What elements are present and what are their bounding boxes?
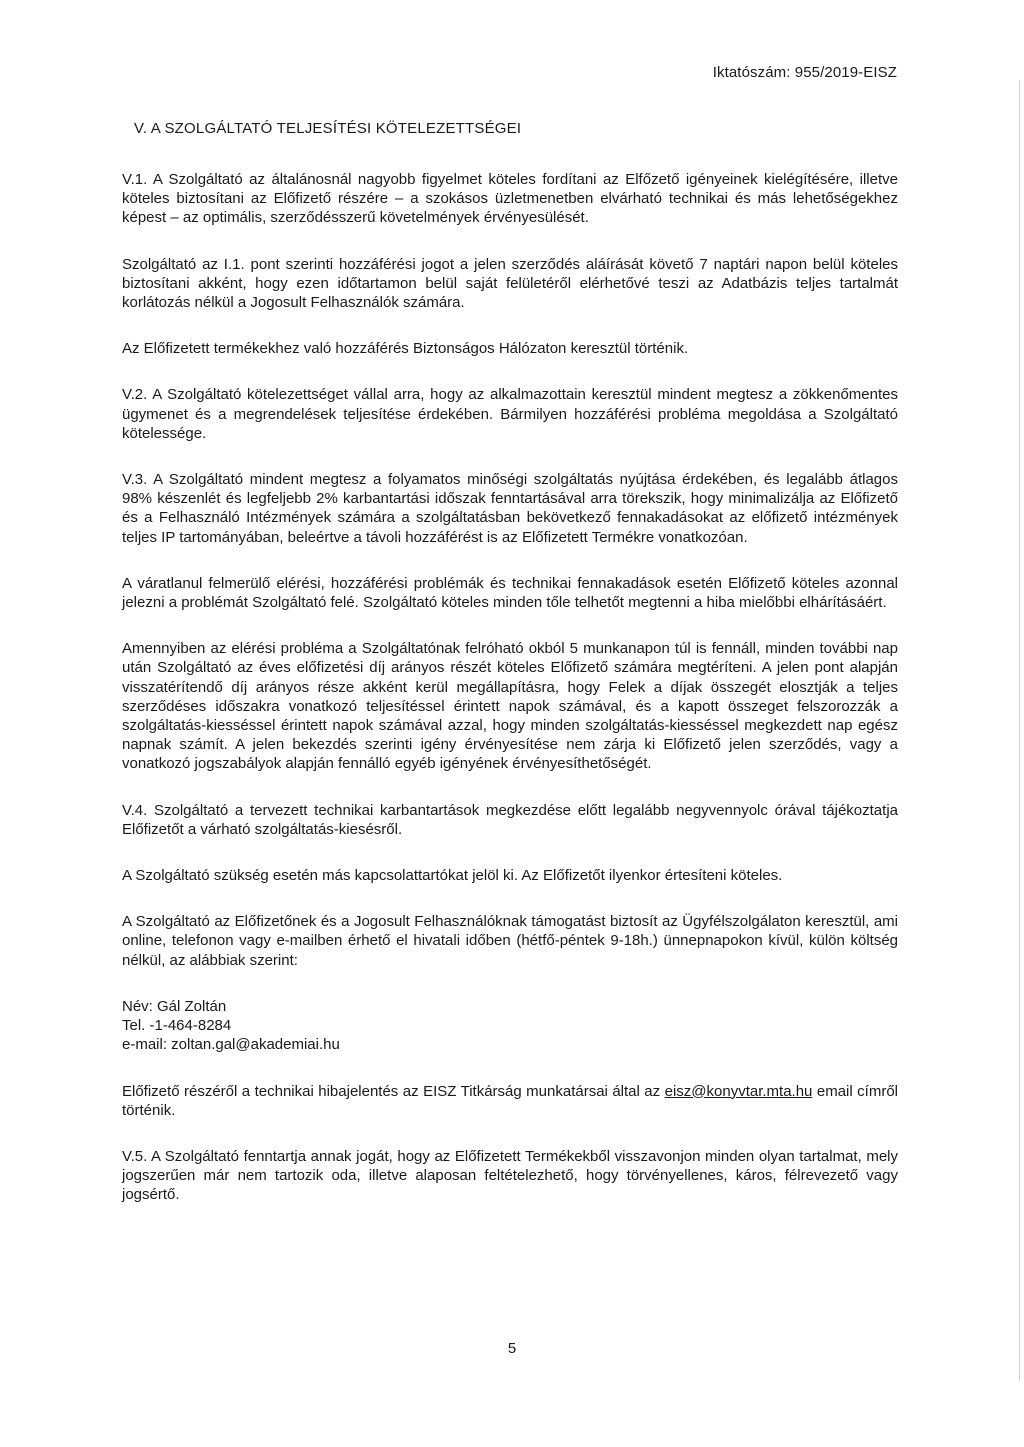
- paragraph-contacts: A Szolgáltató szükség esetén más kapcsolattartókat jelöl ki. Az Előfizetőt ilyenkor értesíteni köteles.: [122, 867, 783, 885]
- clause-label: V.5.: [122, 1147, 148, 1165]
- paragraph-text: email címről történik.: [122, 1082, 898, 1119]
- contact-name: Név: Gál Zoltán: [122, 997, 227, 1015]
- page-number: 5: [507, 1340, 517, 1357]
- paragraph-text: Előfizető részéről a technikai hibajelentés az EISZ Titkárság munkatársai által az: [122, 1082, 665, 1100]
- reference-number: Iktatószám: 955/2019-EISZ: [712, 64, 897, 81]
- paragraph-text: Szolgáltató a tervezett technikai karbantartások megkezdése előtt legalább negyvennyolc órával tájékoztatja Előfizetőt a várható szolgáltatás-kiesésről.: [122, 801, 898, 838]
- paragraph-text: A Szolgáltató mindent megtesz a folyamatos minőségi szolgáltatás nyújtása érdekében, és legalább átlagos 98% készenlét és legfeljebb 2% karbantartási időszak fenntartásával arra törekszik, hogy minimalizálja az Előfizető és a Felhasználó Intézmények számára a szolgáltatásban bekövetkező fennakadásokat az előfizető intézmények teljes IP tartományában, beleértve a távoli hozzáférést is az Előfizetett Termékre vonatkozóan.: [122, 471, 898, 546]
- clause-label: V.4.: [122, 801, 148, 819]
- paragraph-v4: [122, 801, 898, 839]
- paragraph-v1: [122, 170, 898, 228]
- scan-edge-divider: [1019, 80, 1020, 1380]
- paragraph-v2: [122, 385, 898, 443]
- paragraph-text: A Szolgáltató kötelezettséget vállal arra, hogy az alkalmazottain keresztül mindent megtesz a zökkenőmentes ügymenet és a megrendelések teljesítése érdekében. Bármilyen hozzáférési probléma megoldása a Szolgáltató kötelessége.: [122, 386, 898, 442]
- contact-phone: Tel. -1-464-8284: [122, 1017, 232, 1035]
- paragraph-refund: Amennyiben az elérési probléma a Szolgáltatónak felróható okból 5 munkanapon túl is fennáll, minden további nap után Szolgáltató az éves előfizetési díj arányos részét köteles Előfizető számára megtéríteni. A jelen pont alapján visszatérítendő díj arányos része akként kerül megállapításra, hogy Felek a díjak összegét elosztják a teljes szerződéses időszakra vonatkozó teljesítéssel érintett napok számával, és a kapott összeget felszorozzák a szolgáltatás-kiesséssel érintett napok számával azzal, hogy minden szolgáltatás-kiesséssel megkezdett nap egész napnak számít. A jelen bekezdés szerinti igény érvényesítése nem zárja ki Előfizető jelen szerződés, vagy a vonatkozó jogszabályok alapján fennálló egyéb igényének érvényesíthetőségét.: [122, 640, 898, 773]
- paragraph-v3: [122, 470, 898, 547]
- document-body: [122, 170, 898, 1232]
- paragraph-v5: [122, 1147, 898, 1205]
- paragraph-support: A Szolgáltató az Előfizetőnek és a Jogosult Felhasználóknak támogatást biztosít az Ügyfélszolgálaton keresztül, ami online, telefonon vagy e-mailben érhető el hivatali időben (hétfő-péntek 9-18h.) ünnepnapokon kívül, külön költség nélkül, az alábbiak szerint:: [122, 913, 898, 969]
- email-link[interactable]: eisz@konyvtar.mta.hu: [664, 1082, 813, 1100]
- clause-label: V.3.: [122, 471, 148, 489]
- paragraph-error-report: [122, 1082, 898, 1120]
- paragraph-text: A Szolgáltató fenntartja annak jogát, hogy az Előfizetett Termékekből visszavonjon minden olyan tartalmat, mely jogszerűen már nem tartozik oda, illetve alaposan feltételezhető, hogy törvényellenes, káros, félrevezető vagy jogsértő.: [122, 1147, 898, 1204]
- paragraph-access: Szolgáltató az I.1. pont szerinti hozzáférési jogot a jelen szerződés aláírását követő 7 naptári napon belül köteles biztosítani akként, hogy ezen időtartamon belül saját felületéről elérhetővé teszi az Adatbázis teljes tartalmát korlátozás nélkül a Jogosult Felhasználók számára.: [122, 255, 898, 312]
- paragraph-secure-network: Az Előfizetett termékekhez való hozzáférés Biztonságos Hálózaton keresztül történik.: [122, 340, 689, 358]
- contact-email: e-mail: zoltan.gal@akademiai.hu: [122, 1036, 340, 1054]
- paragraph-outage-report: A váratlanul felmerülő elérési, hozzáférési problémák és technikai fennakadások esetén Előfizető köteles azonnal jelezni a problémát Szolgáltató felé. Szolgáltató köteles minden tőle telhetőt megtenni a hiba mielőbbi elhárításáért.: [122, 574, 898, 612]
- clause-label: V.2.: [122, 386, 148, 404]
- section-title: V. A SZOLGÁLTATÓ TELJESÍTÉSI KÖTELEZETTSÉGEI: [134, 120, 522, 137]
- contact-block: [122, 997, 898, 1055]
- paragraph-text: A Szolgáltató az általánosnál nagyobb figyelmet köteles fordítani az Elfőzető igényeinek kielégítésére, illetve köteles biztosítani az Előfizető részére – a szokásos üzletmenetben elvárható technikai és más lehetőségekhez képest – az optimális, szerződésszerű követelmények érvényesülését.: [122, 171, 898, 227]
- clause-label: V.1.: [122, 171, 148, 188]
